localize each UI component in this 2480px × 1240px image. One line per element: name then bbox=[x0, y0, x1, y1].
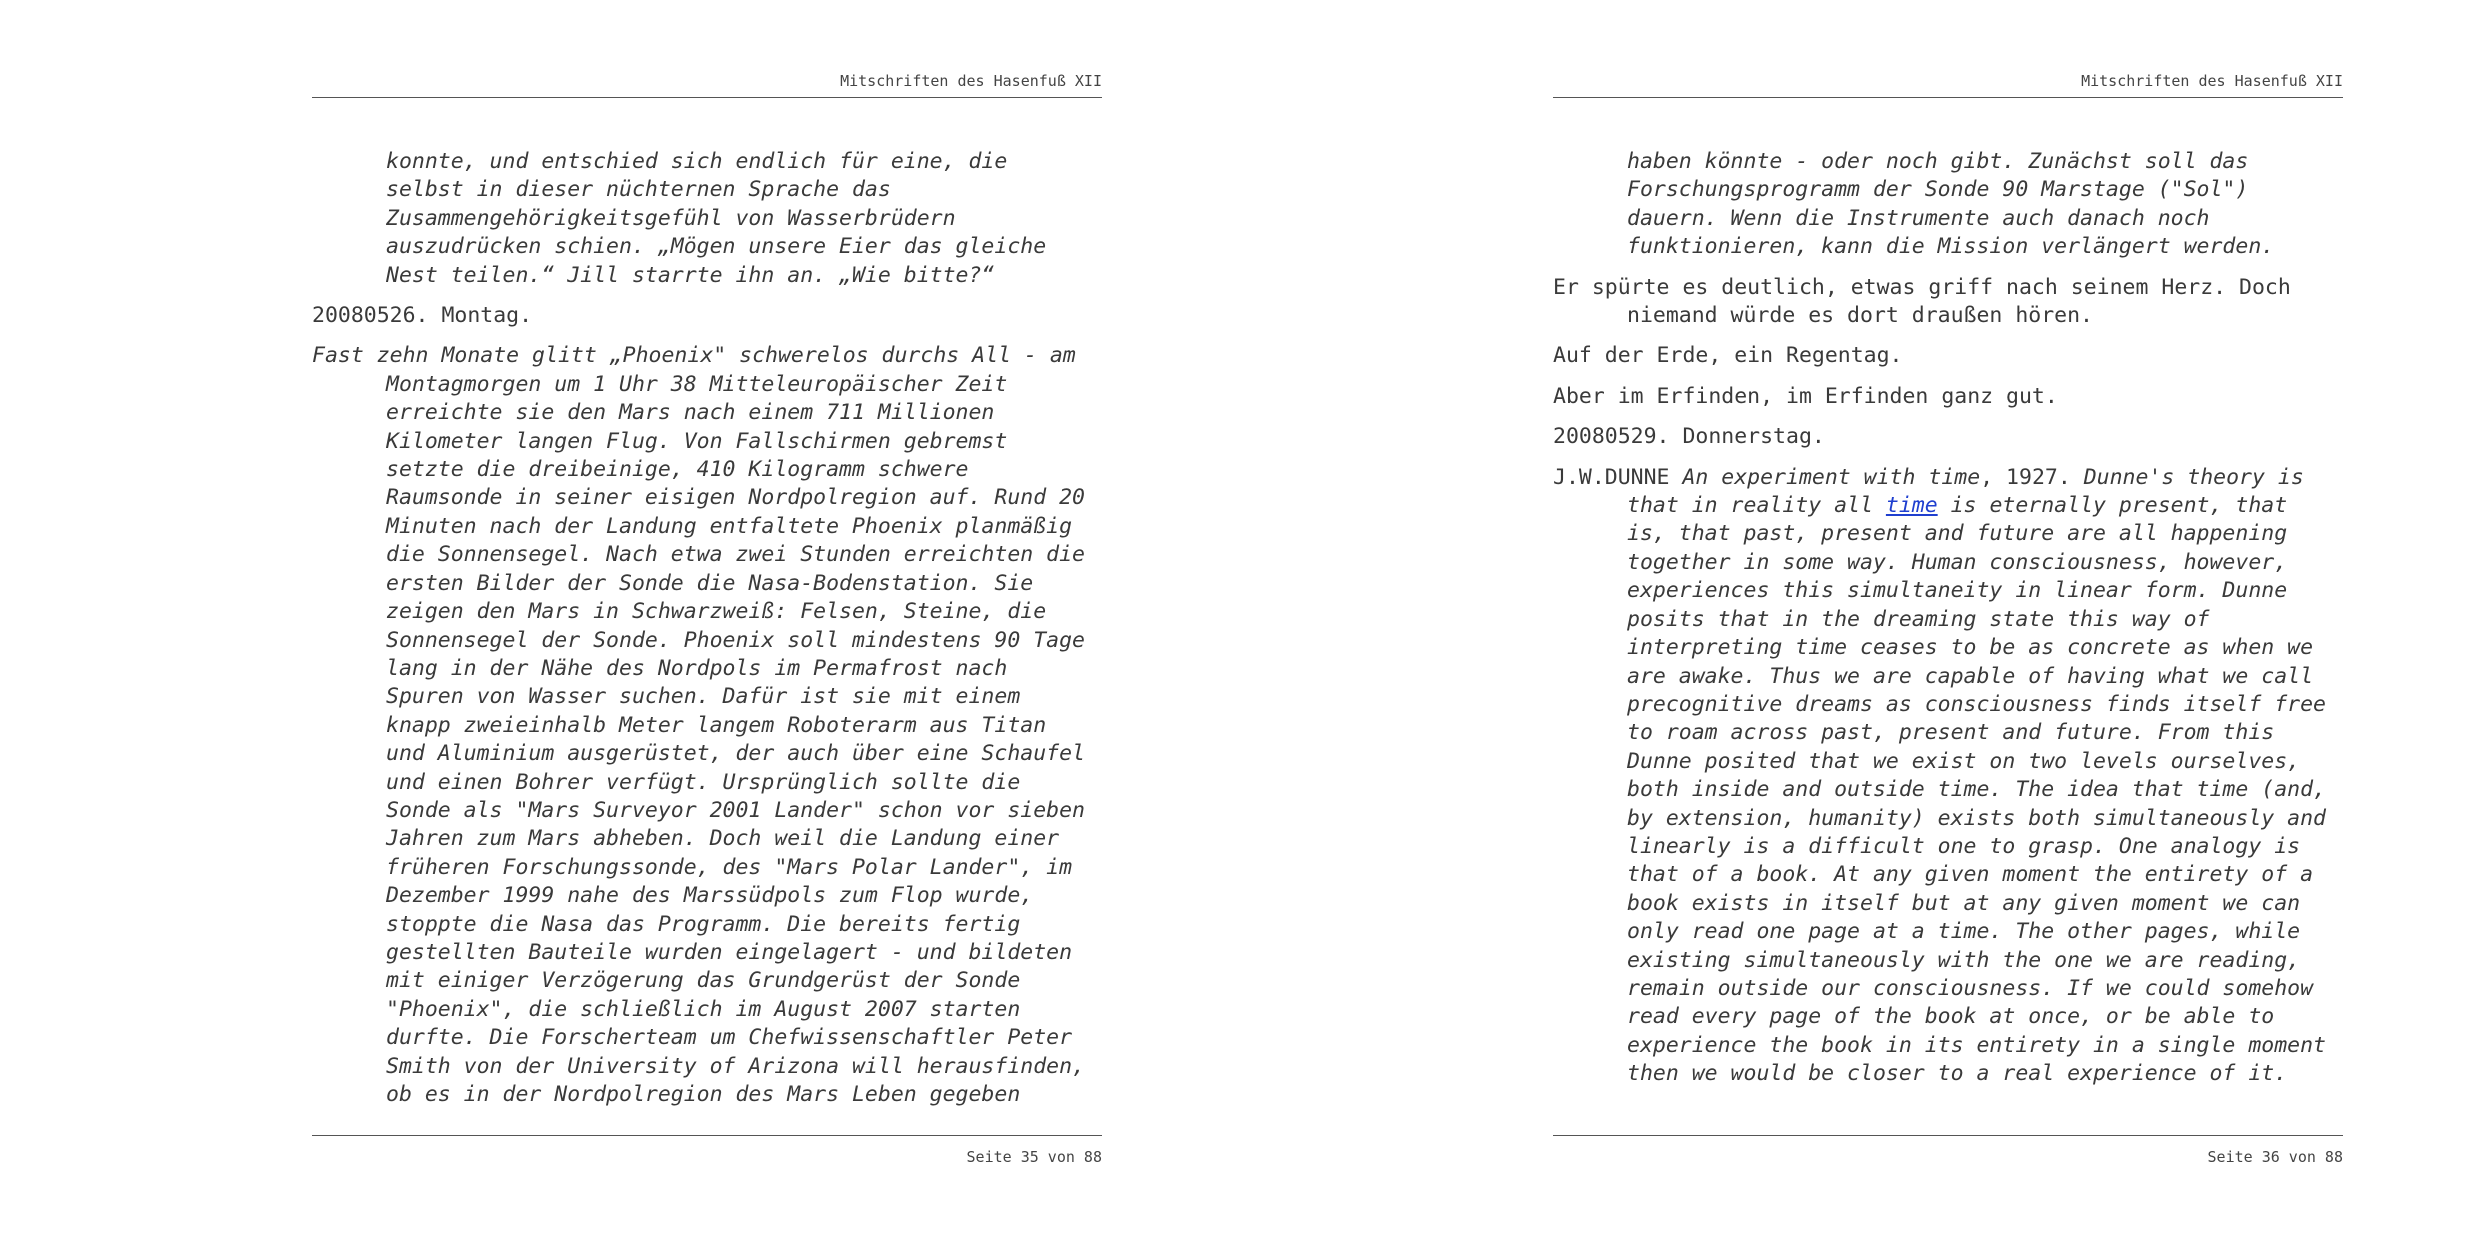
text-line: Sonnensegel der Sonde. Phoenix soll mindestens 90 Tage bbox=[386, 627, 1085, 653]
date-entry bbox=[1553, 423, 2343, 451]
text-line: then we would be closer to a real experience of it. bbox=[1627, 1061, 2288, 1087]
text-line: Smith von der University of Arizona will herausfinden, bbox=[386, 1053, 1085, 1079]
text-line: ob es in der Nordpolregion des Mars Leben gegeben bbox=[386, 1082, 1021, 1107]
text-line: by extension, humanity) exists both simultaneously and bbox=[1627, 805, 2326, 831]
text-line: Spuren von Wasser suchen. Dafür ist sie mit einem bbox=[386, 684, 1021, 710]
text-line: interpreting time ceases to be as concrete as when we bbox=[1627, 635, 2314, 661]
text-fragment: that in reality all bbox=[1627, 493, 1886, 519]
text-fragment: is eternally present, that bbox=[1937, 493, 2288, 519]
text-line bbox=[1553, 492, 2343, 520]
text-line: Kilometer langen Flug. Von Fallschirmen gebremst bbox=[386, 428, 1008, 454]
time-link[interactable]: time bbox=[1885, 493, 1938, 519]
page-number: Seite 36 von 88 bbox=[2207, 1148, 2343, 1166]
header-rule bbox=[1553, 97, 2343, 98]
text-line: Auf der Erde, ein Regentag. bbox=[1553, 343, 1903, 369]
footer-rule bbox=[1553, 1135, 2343, 1136]
heart-paragraph bbox=[1553, 274, 2343, 331]
text-line: zeigen den Mars in Schwarzweiß: Felsen, Steine, die bbox=[386, 599, 1047, 625]
text-line: auszudrücken schien. „Mögen unsere Eier das gleiche bbox=[386, 234, 1047, 260]
date-line: 20080529. Donnerstag. bbox=[1553, 424, 1825, 450]
page-header: Mitschriften des Hasenfuß XII bbox=[2081, 72, 2343, 90]
text-line: that of a book. At any given moment the entirety of a bbox=[1627, 862, 2314, 888]
text-line: knapp zweieinhalb Meter langem Roboterarm aus Titan bbox=[386, 712, 1047, 738]
text-line: existing simultaneously with the one we are reading, bbox=[1627, 947, 2301, 973]
text-line: linearly is a difficult one to grasp. One analogy is bbox=[1627, 833, 2301, 859]
text-line: experiences this simultaneity in linear form. Dunne bbox=[1627, 578, 2288, 604]
text-line: gestellten Bauteile wurden eingelagert - und bildeten bbox=[386, 939, 1073, 965]
text-line: durfte. Die Forscherteam um Chefwissenschaftler Peter bbox=[386, 1025, 1073, 1051]
text-line: Fast zehn Monate glitt „Phoenix" schwerelos durchs All - am bbox=[312, 343, 1076, 369]
text-line: funktionieren, kann die Mission verlängert werden. bbox=[1627, 234, 2275, 260]
author-name: J.W.DUNNE bbox=[1553, 464, 1670, 490]
text-line: Sonde als "Mars Surveyor 2001 Lander" schon vor sieben bbox=[386, 797, 1085, 823]
date-entry bbox=[312, 302, 1102, 330]
dunne-paragraph bbox=[1553, 464, 2343, 1089]
text-line: ersten Bilder der Sonde die Nasa-Bodenstation. Sie bbox=[386, 570, 1034, 596]
header-rule bbox=[312, 97, 1102, 98]
text-line: "Phoenix", die schließlich im August 2007 starten bbox=[386, 996, 1021, 1022]
quote-paragraph bbox=[312, 148, 1102, 290]
text-line: precognitive dreams as consciousness finds itself free bbox=[1627, 691, 2326, 717]
text-line: book exists in itself but at any given moment we can bbox=[1627, 890, 2301, 916]
text-line: together in some way. Human consciousness, however, bbox=[1627, 549, 2288, 575]
text-line: lang in der Nähe des Nordpols im Permafrost nach bbox=[386, 655, 1008, 681]
page-number: Seite 35 von 88 bbox=[966, 1148, 1102, 1166]
text-line: erreichte sie den Mars nach einem 711 Millionen bbox=[386, 400, 995, 426]
text-line: niemand würde es dort draußen hören. bbox=[1627, 303, 2093, 329]
right-page bbox=[1553, 0, 2343, 1240]
text-line: Raumsonde in seiner eisigen Nordpolregion auf. Rund 20 bbox=[386, 485, 1085, 511]
text-line: Nest teilen.“ Jill starrte ihn an. „Wie bitte?“ bbox=[386, 262, 995, 288]
text-line: Zusammengehörigkeitsgefühl von Wasserbrüdern bbox=[386, 205, 956, 231]
text-line: setzte die dreibeinige, 410 Kilogramm schwere bbox=[386, 457, 969, 483]
text-line: posits that in the dreaming state this way of bbox=[1627, 606, 2210, 632]
text-line: to roam across past, present and future. From this bbox=[1627, 720, 2275, 746]
text-line: Forschungsprogramm der Sonde 90 Marstage ("Sol") bbox=[1627, 177, 2249, 203]
text-line: Montagmorgen um 1 Uhr 38 Mitteleuropäischer Zeit bbox=[386, 371, 1008, 397]
text-line: die Sonnensegel. Nach etwa zwei Stunden erreichten die bbox=[386, 542, 1085, 568]
text-line: und Aluminium ausgerüstet, der auch über eine Schaufel bbox=[386, 741, 1085, 767]
text-line: Er spürte es deutlich, etwas griff nach seinem Herz. Doch bbox=[1553, 274, 2291, 300]
text-line: mit einiger Verzögerung das Grundgerüst der Sonde bbox=[386, 968, 1021, 994]
text-line: dauern. Wenn die Instrumente auch danach noch bbox=[1627, 205, 2210, 231]
text-line: are awake. Thus we are capable of having what we call bbox=[1627, 663, 2314, 689]
text-line: früheren Forschungssonde, des "Mars Polar Lander", im bbox=[386, 854, 1073, 880]
text-line: both inside and outside time. The idea that time (and, bbox=[1627, 777, 2326, 803]
text-line: Aber im Erfinden, im Erfinden ganz gut. bbox=[1553, 383, 2058, 409]
text-line: remain outside our consciousness. If we could somehow bbox=[1627, 975, 2314, 1001]
text-line: is, that past, present and future are all happening bbox=[1627, 521, 2288, 547]
text-line: stoppte die Nasa das Programm. Die bereits fertig bbox=[386, 911, 1021, 937]
text-line: Dunne posited that we exist on two levels ourselves, bbox=[1627, 748, 2301, 774]
text-line: Minuten nach der Landung entfaltete Phoenix planmäßig bbox=[386, 513, 1073, 539]
left-page bbox=[312, 0, 1102, 1240]
text-line: read every page of the book at once, or be able to bbox=[1627, 1004, 2275, 1030]
page-header: Mitschriften des Hasenfuß XII bbox=[840, 72, 1102, 90]
article-paragraph bbox=[312, 342, 1102, 1109]
text-line: experience the book in its entirety in a single moment bbox=[1627, 1032, 2326, 1058]
text-line: Dezember 1999 nahe des Marssüdpols zum Flop wurde, bbox=[386, 883, 1034, 909]
text-line: Jahren zum Mars abheben. Doch weil die Landung einer bbox=[386, 826, 1060, 852]
book-year: , 1927. bbox=[1980, 464, 2071, 490]
text-line: haben könnte - oder noch gibt. Zunächst soll das bbox=[1627, 149, 2249, 174]
page-body bbox=[1553, 148, 2343, 1101]
text-line: selbst in dieser nüchternen Sprache das bbox=[386, 177, 891, 203]
page-body bbox=[312, 148, 1102, 1121]
invent-paragraph bbox=[1553, 383, 2343, 411]
text-line: und einen Bohrer verfügt. Ursprünglich sollte die bbox=[386, 769, 1021, 795]
rain-paragraph bbox=[1553, 342, 2343, 370]
date-line: 20080526. Montag. bbox=[312, 303, 533, 329]
book-title: An experiment with time bbox=[1682, 464, 1981, 490]
text-fragment: Dunne's theory is bbox=[2070, 464, 2304, 490]
text-line bbox=[1553, 464, 2343, 492]
text-line: only read one page at a time. The other pages, while bbox=[1627, 919, 2301, 945]
continuation-paragraph bbox=[1553, 148, 2343, 262]
footer-rule bbox=[312, 1135, 1102, 1136]
text-line: konnte, und entschied sich endlich für eine, die bbox=[386, 149, 1008, 174]
